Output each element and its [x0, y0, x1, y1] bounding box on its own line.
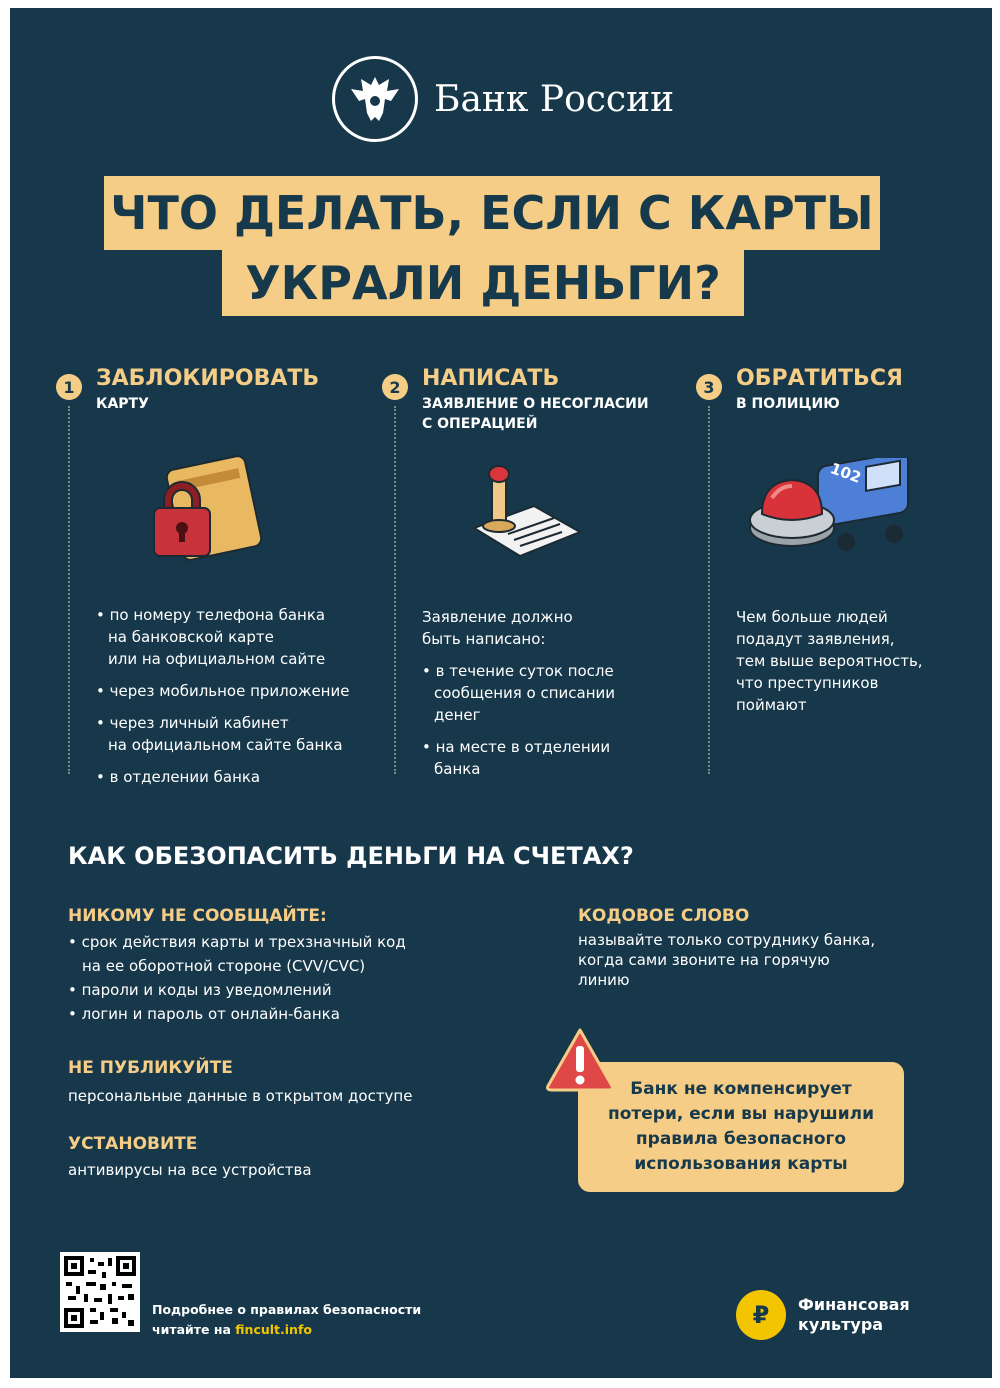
footer-text: Подробнее о правилах безопасности читайте на fincult.info: [152, 1302, 422, 1337]
title-line-2: УКРАЛИ ДЕНЬГИ?: [222, 250, 744, 316]
warning-triangle-icon: [544, 1026, 616, 1096]
section-title: КАК ОБЕЗОПАСИТЬ ДЕНЬГИ НА СЧЕТАХ?: [68, 842, 634, 870]
do-not-tell-list: • срок действия карты и трехзначный код на ее оборотной стороне (CVV/CVC) • пароли и коды из уведомлений • логин и пароль от онлайн-банка: [68, 933, 406, 1023]
code-word-heading: КОДОВОЕ СЛОВО: [578, 906, 750, 926]
list-item: • на месте в отделении банка: [422, 738, 611, 778]
step-bullets: [96, 604, 349, 798]
bank-logo: [332, 56, 674, 142]
step-number: 3: [696, 374, 722, 400]
do-not-publish-text: персональные данные в открытом доступе: [68, 1087, 413, 1105]
step-subtitle: КАРТУ: [96, 396, 149, 412]
step-description: Чем больше людей подадут заявления, тем выше вероятность, что преступников поймают: [736, 608, 923, 714]
list-item: • в отделении банка: [96, 768, 261, 786]
step-number: 1: [56, 374, 82, 400]
poster: [10, 8, 992, 1378]
qr-code[interactable]: [60, 1252, 140, 1332]
fincult-link[interactable]: fincult.info: [235, 1322, 312, 1337]
police-siren-icon: [746, 458, 916, 568]
list-item: • по номеру телефона банка на банковской карте или на официальном сайте: [96, 606, 326, 668]
eagle-emblem-icon: [332, 56, 418, 142]
warning-box: Банк не компенсирует потери, если вы нарушили правила безопасного использования карты: [578, 1062, 904, 1192]
financial-culture-logo: [736, 1290, 910, 1340]
step-bullets: [422, 660, 615, 790]
step-title: ОБРАТИТЬСЯ: [736, 366, 903, 391]
step-subtitle: ЗАЯВЛЕНИЕ О НЕСОГЛАСИИ С ОПЕРАЦИЕЙ: [422, 396, 649, 432]
step-intro: Заявление должно быть написано:: [422, 608, 573, 648]
install-heading: УСТАНОВИТЕ: [68, 1134, 198, 1154]
list-item: • в течение суток после сообщения о списании денег: [422, 662, 616, 724]
van-number-label: 102: [827, 459, 864, 487]
step-title: ЗАБЛОКИРОВАТЬ: [96, 366, 320, 391]
divider: [394, 406, 396, 774]
do-not-publish-heading: НЕ ПУБЛИКУЙТЕ: [68, 1058, 233, 1078]
title-line-1: ЧТО ДЕЛАТЬ, ЕСЛИ С КАРТЫ: [104, 176, 880, 250]
divider: [68, 406, 70, 774]
fin-logo-text: Финансовая культура: [798, 1295, 910, 1334]
list-item: • через мобильное приложение: [96, 682, 350, 700]
step-number: 2: [382, 374, 408, 400]
code-word-text: называйте только сотруднику банка, когда сами звоните на горячую линию: [578, 931, 876, 989]
card-lock-icon: [134, 454, 264, 578]
divider: [708, 406, 710, 774]
list-item: • через личный кабинет на официальном сайте банка: [96, 714, 343, 754]
bank-name: Банк России: [434, 78, 675, 120]
stamp-document-icon: [464, 462, 584, 566]
install-text: антивирусы на все устройства: [68, 1161, 312, 1179]
ruble-icon: ₽: [736, 1290, 786, 1340]
step-title: НАПИСАТЬ: [422, 366, 560, 391]
do-not-tell-heading: НИКОМУ НЕ СООБЩАЙТЕ:: [68, 906, 327, 926]
step-subtitle: В ПОЛИЦИЮ: [736, 396, 840, 412]
